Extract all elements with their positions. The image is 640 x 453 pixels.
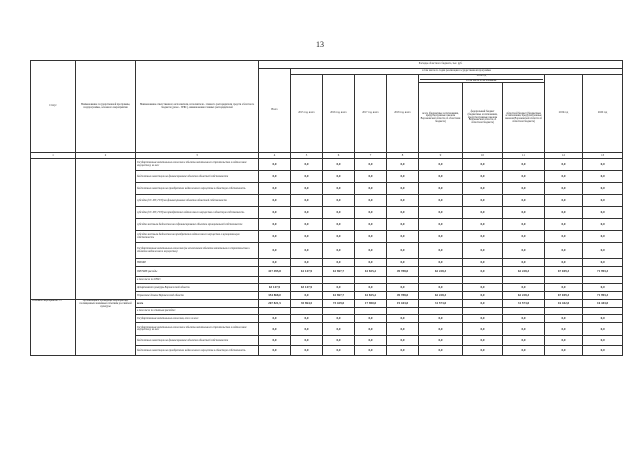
row-value: 61 147,9 (291, 267, 323, 277)
row-value: 0,0 (291, 292, 323, 300)
row-value: 0,0 (259, 243, 291, 259)
row-value: 62 228,3 (503, 292, 545, 300)
row-value: 67 049,3 (545, 267, 583, 277)
table-row (31, 300, 623, 308)
row-value: 0,0 (323, 315, 355, 323)
activity-name: Организация и проведение мероприятий, посвященных значимым событиям российской культуры (76, 300, 136, 356)
row-value: 0,0 (419, 207, 463, 219)
row-value: 0,0 (291, 315, 323, 323)
row-value: 0,0 (387, 346, 419, 356)
header-2016: 2016 год, всего (323, 75, 355, 153)
row-value: 0,0 (323, 219, 355, 231)
row-value: 0,0 (463, 300, 503, 308)
row-value: 71 993,3 (583, 267, 623, 277)
row-value: 0,0 (583, 207, 623, 219)
row-value: 62 228,3 (419, 292, 463, 300)
column-number: 8 (387, 153, 419, 159)
row-value: 0,0 (419, 346, 463, 356)
row-value: 0,0 (583, 243, 623, 259)
row-value: 62 228,3 (503, 267, 545, 277)
row-value: 0,0 (463, 183, 503, 195)
row-value: 0,0 (419, 315, 463, 323)
row-value: 63 147,9 (259, 284, 291, 292)
row-value: 0,0 (259, 336, 291, 346)
row-value: 0,0 (323, 259, 355, 267)
row-value: 35 964,5 (291, 300, 323, 308)
row-value: 61 825,2 (355, 292, 387, 300)
row-value: 0,0 (503, 195, 545, 207)
row-value: 0,0 (291, 219, 323, 231)
row-value: 0,0 (463, 171, 503, 183)
row-label: бюджетные инвестиции на приобретение недвижимого имущества в областную собственность (136, 346, 259, 356)
row-value: 0,0 (323, 284, 355, 292)
row-value: 0,0 (291, 183, 323, 195)
row-value: 0,0 (463, 336, 503, 346)
row-value: 63 147,9 (291, 284, 323, 292)
row-value: 0,0 (355, 284, 387, 292)
row-value: 0,0 (545, 315, 583, 323)
row-value: 0,0 (503, 259, 545, 267)
row-value: 0,0 (419, 284, 463, 292)
row-value: 0,0 (355, 231, 387, 243)
row-value: 0,0 (355, 323, 387, 336)
row-value: 0,0 (355, 159, 387, 171)
row-value: 62 228,3 (419, 267, 463, 277)
row-value: 0,0 (419, 243, 463, 259)
row-value: 0,0 (387, 323, 419, 336)
row-value: 0,0 (387, 284, 419, 292)
column-number: 3 (136, 153, 259, 159)
header-by-years: в том числе по годам реализации государственной программы (291, 69, 623, 75)
row-value (387, 277, 419, 284)
row-value: 0,0 (545, 284, 583, 292)
row-value: 0,0 (545, 259, 583, 267)
row-value: 0,0 (259, 346, 291, 356)
row-value: 0,0 (419, 323, 463, 336)
row-value: 0,0 (503, 346, 545, 356)
header-2017: 2017 год, всего (355, 75, 387, 153)
row-value: 0,0 (323, 183, 355, 195)
row-value: 0,0 (545, 323, 583, 336)
header-total: Всего (259, 69, 291, 153)
row-value (419, 308, 463, 315)
row-value (355, 277, 387, 284)
row-value: 0,0 (323, 323, 355, 336)
row-label: субсидии местным бюджетам на софинансирование объектов муниципальной собственности (136, 219, 259, 231)
column-number: 4 (259, 153, 291, 159)
header-2019-total: всего (бюджетные ассигнования, предусмотренные законом Воронежской области об областном бюджете) (419, 83, 463, 153)
row-value: 0,0 (463, 159, 503, 171)
row-value: 0,0 (291, 346, 323, 356)
row-value: 49 788,0 (387, 292, 419, 300)
row-label: в том числе по статьям расходов: (136, 308, 259, 315)
program-cell-upper (76, 159, 136, 300)
row-label: НИОКР (136, 259, 259, 267)
row-value: 31 573,0 (503, 300, 545, 308)
row-label: субсидии (ОС ИУ, ГУП) на приобретение недвижимого имущества в областную собственность (136, 207, 259, 219)
row-value: 0,0 (387, 183, 419, 195)
row-value: 0,0 (545, 336, 583, 346)
row-value: 67 049,3 (545, 292, 583, 300)
header-expenses: Расходы областного бюджета, тыс. руб. (259, 61, 623, 69)
row-value: 0,0 (463, 219, 503, 231)
row-label: ПРОЧИЕ расходы (136, 267, 259, 277)
row-value: 31 573,0 (419, 300, 463, 308)
row-value: 417 495,8 (259, 267, 291, 277)
row-value: 0,0 (463, 259, 503, 267)
row-value: 0,0 (387, 171, 419, 183)
row-value: 0,0 (291, 207, 323, 219)
header-2018: 2018 год, всего (387, 75, 419, 153)
row-value: 0,0 (259, 219, 291, 231)
row-value: 0,0 (503, 207, 545, 219)
row-value: 0,0 (503, 231, 545, 243)
row-value: 0,0 (545, 346, 583, 356)
row-value: 0,0 (545, 231, 583, 243)
row-value: 0,0 (419, 171, 463, 183)
row-value: 0,0 (323, 171, 355, 183)
row-value: 0,0 (387, 195, 419, 207)
row-value: 0,0 (387, 243, 419, 259)
row-value: 0,0 (387, 231, 419, 243)
row-value: 0,0 (503, 171, 545, 183)
row-value: 0,0 (419, 336, 463, 346)
row-value: 0,0 (583, 171, 623, 183)
row-value: 0,0 (583, 284, 623, 292)
row-value: 0,0 (463, 243, 503, 259)
row-label: бюджетные инвестиции на финансирование объектов областной собственности (136, 171, 259, 183)
row-value: 0,0 (387, 259, 419, 267)
row-value: 0,0 (503, 159, 545, 171)
page-number: 13 (316, 40, 324, 49)
row-value: 0,0 (583, 219, 623, 231)
row-label: Департамент культуры Воронежской области (136, 284, 259, 292)
row-value: 0,0 (259, 315, 291, 323)
row-value: 354 868,0 (259, 292, 291, 300)
row-value: 0,0 (387, 336, 419, 346)
row-value: 73 429,0 (323, 300, 355, 308)
row-value: 17 900,0 (355, 300, 387, 308)
row-value: 0,0 (259, 207, 291, 219)
row-value: 0,0 (583, 346, 623, 356)
row-value (583, 308, 623, 315)
row-value (291, 277, 323, 284)
row-value: 0,0 (355, 219, 387, 231)
budget-table (30, 60, 623, 356)
row-value: 0,0 (503, 183, 545, 195)
row-value: 61 967,7 (323, 292, 355, 300)
row-value: 0,0 (259, 195, 291, 207)
table-row (31, 159, 623, 171)
row-value: 267 821,5 (259, 300, 291, 308)
row-value: 0,0 (503, 336, 545, 346)
row-value: 0,0 (463, 292, 503, 300)
row-value: 0,0 (545, 183, 583, 195)
row-value: 0,0 (259, 171, 291, 183)
row-value: 0,0 (503, 219, 545, 231)
row-value: 0,0 (463, 346, 503, 356)
row-value (545, 277, 583, 284)
row-value: 0,0 (323, 207, 355, 219)
row-value: 19 443,0 (387, 300, 419, 308)
row-value: 0,0 (583, 315, 623, 323)
row-value (545, 308, 583, 315)
row-value: 0,0 (419, 231, 463, 243)
row-value (291, 308, 323, 315)
row-value: 0,0 (545, 195, 583, 207)
row-value: 0,0 (419, 159, 463, 171)
row-value: 0,0 (291, 159, 323, 171)
row-value: 0,0 (259, 183, 291, 195)
row-value: 0,0 (545, 159, 583, 171)
row-value (503, 277, 545, 284)
row-value: 0,0 (545, 219, 583, 231)
row-value: 0,0 (583, 183, 623, 195)
row-value: 16 443,0 (583, 300, 623, 308)
column-number: 2 (76, 153, 136, 159)
row-value: 0,0 (545, 171, 583, 183)
row-value: 0,0 (291, 336, 323, 346)
column-number: 5 (291, 153, 323, 159)
row-value: 71 993,3 (583, 292, 623, 300)
row-value: 0,0 (355, 183, 387, 195)
row-value: 0,0 (387, 315, 419, 323)
row-label: Государственные капитальные вложения, всего из них: (136, 315, 259, 323)
row-value: 0,0 (419, 259, 463, 267)
row-value: 0,0 (583, 231, 623, 243)
row-value: 0,0 (355, 336, 387, 346)
row-value: 0,0 (291, 195, 323, 207)
row-value: 0,0 (387, 219, 419, 231)
row-label: Государственные капитальные вложения в объекты капитального строительства и недвижимое имущество), из них: (136, 159, 259, 171)
row-value: 0,0 (583, 195, 623, 207)
row-value: 0,0 (463, 231, 503, 243)
row-value: 0,0 (355, 346, 387, 356)
row-value: 0,0 (419, 219, 463, 231)
row-value: 16 442,0 (545, 300, 583, 308)
row-value (355, 308, 387, 315)
column-number: 1 (31, 153, 76, 159)
row-value: 0,0 (545, 207, 583, 219)
header-executor: Наименование ответственного исполнителя, исполнителя - главного распорядителя средств областного бюджета (далее - ГРБС), наименование главных распорядителей (136, 61, 259, 153)
column-number: 13 (583, 153, 623, 159)
row-value (503, 308, 545, 315)
header-2019: 2019 год (545, 75, 583, 153)
row-value: 0,0 (545, 243, 583, 259)
row-value: 0,0 (355, 195, 387, 207)
row-value: 49 788,0 (387, 267, 419, 277)
row-value: 0,0 (259, 159, 291, 171)
row-value: 0,0 (583, 323, 623, 336)
row-value (463, 308, 503, 315)
row-value: 0,0 (463, 207, 503, 219)
row-value: 0,0 (463, 315, 503, 323)
row-value: 0,0 (259, 259, 291, 267)
row-value: 0,0 (387, 207, 419, 219)
row-value: 0,0 (583, 259, 623, 267)
row-value: 61 825,2 (355, 267, 387, 277)
row-value: 0,0 (259, 323, 291, 336)
row-value: 0,0 (503, 284, 545, 292)
column-number: 10 (463, 153, 503, 159)
row-label: Управление делами Воронежской области (136, 292, 259, 300)
column-number: 7 (355, 153, 387, 159)
row-value: 0,0 (259, 231, 291, 243)
row-label: субсидии местным бюджетам на приобретение недвижимого имущества в муниципальную собственность (136, 231, 259, 243)
row-label: в том числе по ГРБС: (136, 277, 259, 284)
row-value: 0,0 (387, 159, 419, 171)
row-value: 0,0 (355, 243, 387, 259)
status-cell-upper (31, 159, 76, 300)
row-value (259, 277, 291, 284)
row-value: 0,0 (419, 195, 463, 207)
header-status: Статус (31, 61, 76, 153)
header-2019-group (419, 75, 545, 83)
row-value: 0,0 (323, 336, 355, 346)
row-value: 0,0 (323, 231, 355, 243)
row-value: 0,0 (463, 323, 503, 336)
row-value: 0,0 (463, 195, 503, 207)
column-number: 11 (503, 153, 545, 159)
header-sources-caption: в том числе по источникам: (420, 79, 543, 83)
row-value: 0,0 (291, 259, 323, 267)
header-regional: областной бюджет (бюджетные ассигнования, предусмотренные законом Воронежской области об областном бюджете) (503, 83, 545, 153)
row-label: Государственные капитальные вложения (за исключением объектов капитального строительства и объектов недвижимого имущества) (136, 243, 259, 259)
row-value (323, 277, 355, 284)
header-2019-label: 2019 год (476, 74, 487, 77)
row-value (463, 277, 503, 284)
row-value: 0,0 (503, 315, 545, 323)
row-value: 0,0 (323, 195, 355, 207)
row-label: субсидии (ОС ИУ, ГУП) на финансирование объектов областной собственности (136, 195, 259, 207)
row-value (583, 277, 623, 284)
column-number: 6 (323, 153, 355, 159)
row-value: 0,0 (291, 243, 323, 259)
row-value: 0,0 (355, 315, 387, 323)
row-value: 0,0 (291, 323, 323, 336)
row-value: 0,0 (463, 267, 503, 277)
row-label: всего (136, 300, 259, 308)
row-value: 0,0 (503, 243, 545, 259)
column-number: 9 (419, 153, 463, 159)
row-value (259, 308, 291, 315)
row-value (419, 277, 463, 284)
row-value: 0,0 (291, 171, 323, 183)
row-value: 0,0 (583, 159, 623, 171)
row-value: 0,0 (419, 183, 463, 195)
row-value: 0,0 (355, 259, 387, 267)
header-2020: 2020 год (583, 75, 623, 153)
row-value: 0,0 (323, 346, 355, 356)
row-value: 61 967,7 (323, 267, 355, 277)
header-2015: 2015 год, всего (291, 75, 323, 153)
row-value: 0,0 (323, 243, 355, 259)
row-value: 0,0 (463, 284, 503, 292)
row-value (387, 308, 419, 315)
header-program-name: Наименование государственной программы, подпрограммы, основного мероприятия (76, 61, 136, 153)
row-label: бюджетные инвестиции на финансирование объектов областной собственности (136, 336, 259, 346)
row-value: 0,0 (583, 336, 623, 346)
row-value: 0,0 (503, 323, 545, 336)
row-label: Государственные капитальные вложения в объекты капитального строительства и недвижимое имущество), из них: (136, 323, 259, 336)
row-value: 0,0 (355, 207, 387, 219)
row-value: 0,0 (323, 159, 355, 171)
column-number: 12 (545, 153, 583, 159)
row-value: 0,0 (291, 231, 323, 243)
activity-status: Основное мероприятие 1.1 (31, 300, 76, 356)
row-value: 0,0 (355, 171, 387, 183)
row-value (323, 308, 355, 315)
header-federal: федеральный бюджет (бюджетные ассигнования, предусмотренные законом Воронежской области об областном бюджете) (463, 83, 503, 153)
row-label: бюджетные инвестиции на приобретение недвижимого имущества в областную собственность (136, 183, 259, 195)
